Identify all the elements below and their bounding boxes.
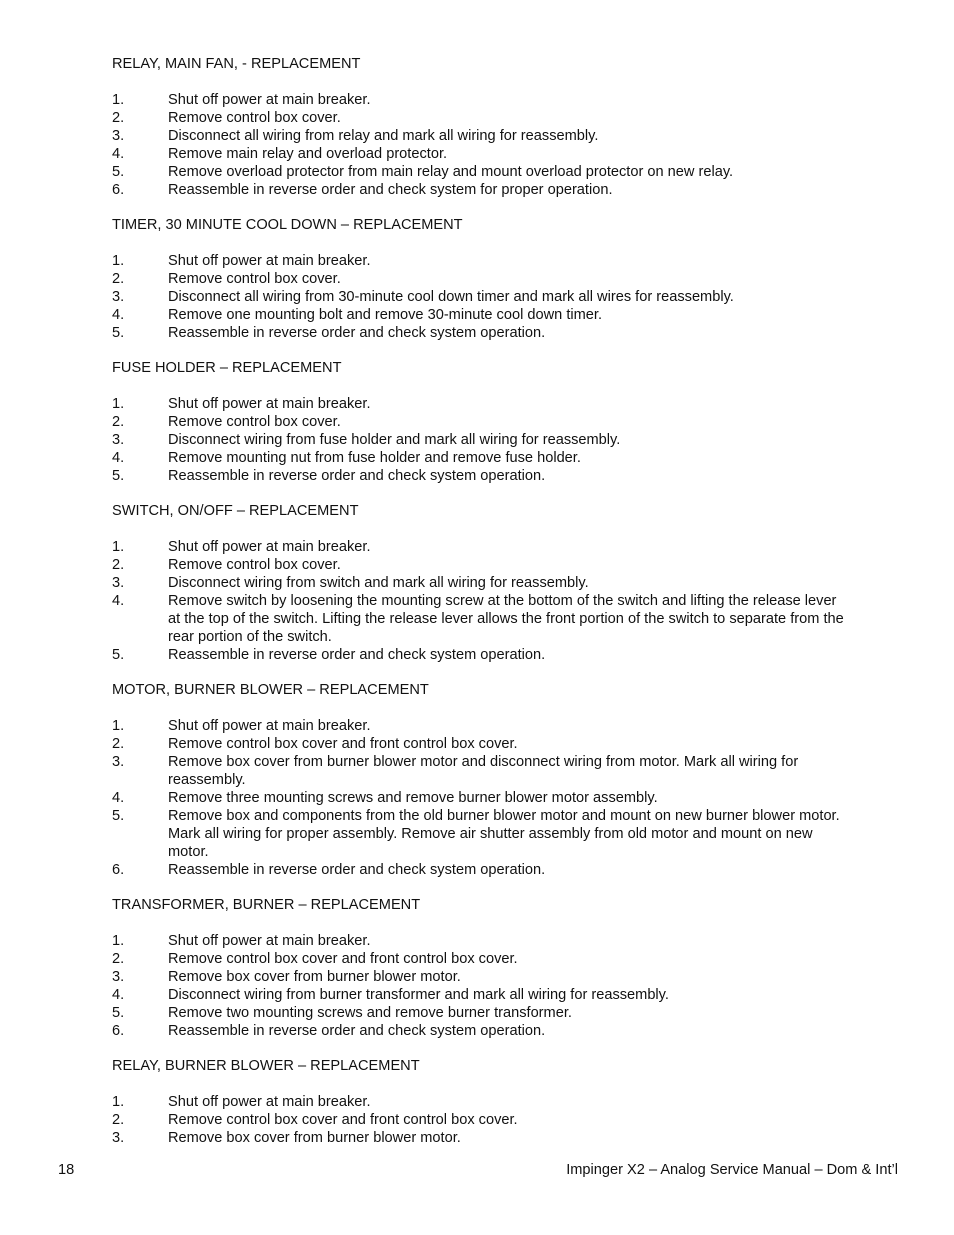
step-text: Reassemble in reverse order and check system operation. [168,325,546,341]
list-item [112,1093,852,1111]
list-item [112,395,852,413]
list-item [112,145,852,163]
section-title: RELAY, MAIN FAN, - REPLACEMENT [112,56,361,72]
document-body [112,55,852,1164]
page-number: 18 [58,1162,75,1178]
list-item [112,556,852,574]
list-item [112,431,852,449]
step-number: 5. [112,1005,125,1021]
list-item [112,288,852,306]
step-number: 2. [112,736,125,752]
step-number: 1. [112,933,125,949]
step-list [112,252,852,342]
step-text: Remove control box cover. [168,557,341,573]
step-text: Shut off power at main breaker. [168,933,371,949]
step-number: 2. [112,557,125,573]
list-item [112,181,852,199]
step-number: 6. [112,1023,125,1039]
list-item [112,467,852,485]
step-text: Remove box cover from burner blower motor. [168,969,461,985]
step-number: 5. [112,808,125,824]
step-text: Shut off power at main breaker. [168,1094,371,1110]
page-footer [58,1161,898,1179]
list-item [112,324,852,342]
step-text: Disconnect wiring from switch and mark all wiring for reassembly. [168,575,589,591]
section-timer-cool-down [112,216,852,342]
section-title: SWITCH, ON/OFF – REPLACEMENT [112,503,359,519]
step-number: 4. [112,987,125,1003]
step-number: 3. [112,575,125,591]
step-number: 1. [112,396,125,412]
list-item [112,270,852,288]
step-text: Reassemble in reverse order and check system operation. [168,647,546,663]
step-text: Remove switch by loosening the mounting screw at the bottom of the switch and lifting the release lever at the top of the switch. Lifting the release lever allows the front portion of the switch to separate from the rear portion of the switch. [168,593,844,645]
step-text: Remove box cover from burner blower motor. [168,1130,461,1146]
list-item [112,1022,852,1040]
step-text: Reassemble in reverse order and check system operation. [168,1023,546,1039]
step-text: Remove control box cover. [168,271,341,287]
step-number: 4. [112,593,125,609]
step-text: Disconnect all wiring from 30-minute cool down timer and mark all wires for reassembly. [168,289,734,305]
list-item [112,449,852,467]
list-item [112,592,852,646]
step-text: Remove box cover from burner blower motor and disconnect wiring from motor. Mark all wiring for reassembly. [168,754,799,788]
step-text: Shut off power at main breaker. [168,253,371,269]
step-number: 3. [112,1130,125,1146]
step-number: 5. [112,647,125,663]
list-item [112,127,852,145]
list-item [112,968,852,986]
step-text: Remove control box cover. [168,110,341,126]
step-list [112,717,852,879]
list-item [112,932,852,950]
section-title: TRANSFORMER, BURNER – REPLACEMENT [112,897,421,913]
list-item [112,306,852,324]
step-number: 5. [112,468,125,484]
step-list [112,932,852,1040]
step-list [112,395,852,485]
step-number: 3. [112,128,125,144]
step-number: 1. [112,539,125,555]
list-item [112,861,852,879]
step-number: 4. [112,450,125,466]
step-number: 1. [112,253,125,269]
step-text: Remove box and components from the old burner blower motor and mount on new burner blower motor. Mark all wiring for proper assembly. Remove air shutter assembly from old motor and mount on new motor. [168,808,840,860]
list-item [112,252,852,270]
list-item [112,538,852,556]
list-item [112,950,852,968]
step-number: 3. [112,432,125,448]
section-fuse-holder [112,359,852,485]
step-text: Shut off power at main breaker. [168,539,371,555]
step-text: Remove mounting nut from fuse holder and remove fuse holder. [168,450,581,466]
step-number: 2. [112,110,125,126]
step-text: Reassemble in reverse order and check system operation. [168,468,546,484]
section-motor-burner-blower [112,681,852,879]
section-switch-on-off [112,502,852,664]
step-text: Reassemble in reverse order and check system for proper operation. [168,182,613,198]
list-item [112,807,852,861]
step-number: 1. [112,718,125,734]
section-transformer-burner [112,896,852,1040]
step-text: Disconnect wiring from fuse holder and mark all wiring for reassembly. [168,432,621,448]
step-text: Remove control box cover and front control box cover. [168,951,518,967]
list-item [112,753,852,789]
step-text: Shut off power at main breaker. [168,92,371,108]
list-item [112,1129,852,1147]
section-relay-main-fan [112,55,852,199]
section-title: MOTOR, BURNER BLOWER – REPLACEMENT [112,682,429,698]
step-text: Remove main relay and overload protector. [168,146,448,162]
list-item [112,986,852,1004]
section-title: TIMER, 30 MINUTE COOL DOWN – REPLACEMENT [112,217,463,233]
list-item [112,735,852,753]
step-text: Remove three mounting screws and remove burner blower motor assembly. [168,790,658,806]
step-number: 6. [112,182,125,198]
step-number: 3. [112,289,125,305]
list-item [112,1004,852,1022]
step-text: Remove control box cover and front control box cover. [168,1112,518,1128]
step-text: Remove two mounting screws and remove burner transformer. [168,1005,572,1021]
step-number: 5. [112,164,125,180]
step-text: Reassemble in reverse order and check system operation. [168,862,546,878]
step-number: 6. [112,862,125,878]
step-text: Remove overload protector from main relay and mount overload protector on new relay. [168,164,734,180]
step-text: Remove control box cover. [168,414,341,430]
step-number: 1. [112,92,125,108]
list-item [112,163,852,181]
list-item [112,717,852,735]
step-text: Remove one mounting bolt and remove 30-minute cool down timer. [168,307,602,323]
step-text: Disconnect all wiring from relay and mark all wiring for reassembly. [168,128,599,144]
footer-title: Impinger X2 – Analog Service Manual – Dom & Int’l [566,1162,898,1178]
step-number: 2. [112,414,125,430]
step-number: 2. [112,271,125,287]
step-number: 4. [112,146,125,162]
list-item [112,574,852,592]
section-title: FUSE HOLDER – REPLACEMENT [112,360,342,376]
step-number: 4. [112,307,125,323]
list-item [112,1111,852,1129]
step-number: 2. [112,951,125,967]
step-number: 3. [112,969,125,985]
list-item [112,109,852,127]
section-relay-burner-blower [112,1057,852,1147]
list-item [112,789,852,807]
step-list [112,91,852,199]
section-title: RELAY, BURNER BLOWER – REPLACEMENT [112,1058,420,1074]
list-item [112,646,852,664]
step-text: Shut off power at main breaker. [168,396,371,412]
step-text: Remove control box cover and front control box cover. [168,736,518,752]
step-number: 3. [112,754,125,770]
step-number: 4. [112,790,125,806]
step-list [112,1093,852,1147]
list-item [112,91,852,109]
step-number: 2. [112,1112,125,1128]
step-text: Disconnect wiring from burner transformer and mark all wiring for reassembly. [168,987,669,1003]
list-item [112,413,852,431]
step-number: 5. [112,325,125,341]
step-number: 1. [112,1094,125,1110]
step-text: Shut off power at main breaker. [168,718,371,734]
step-list [112,538,852,664]
